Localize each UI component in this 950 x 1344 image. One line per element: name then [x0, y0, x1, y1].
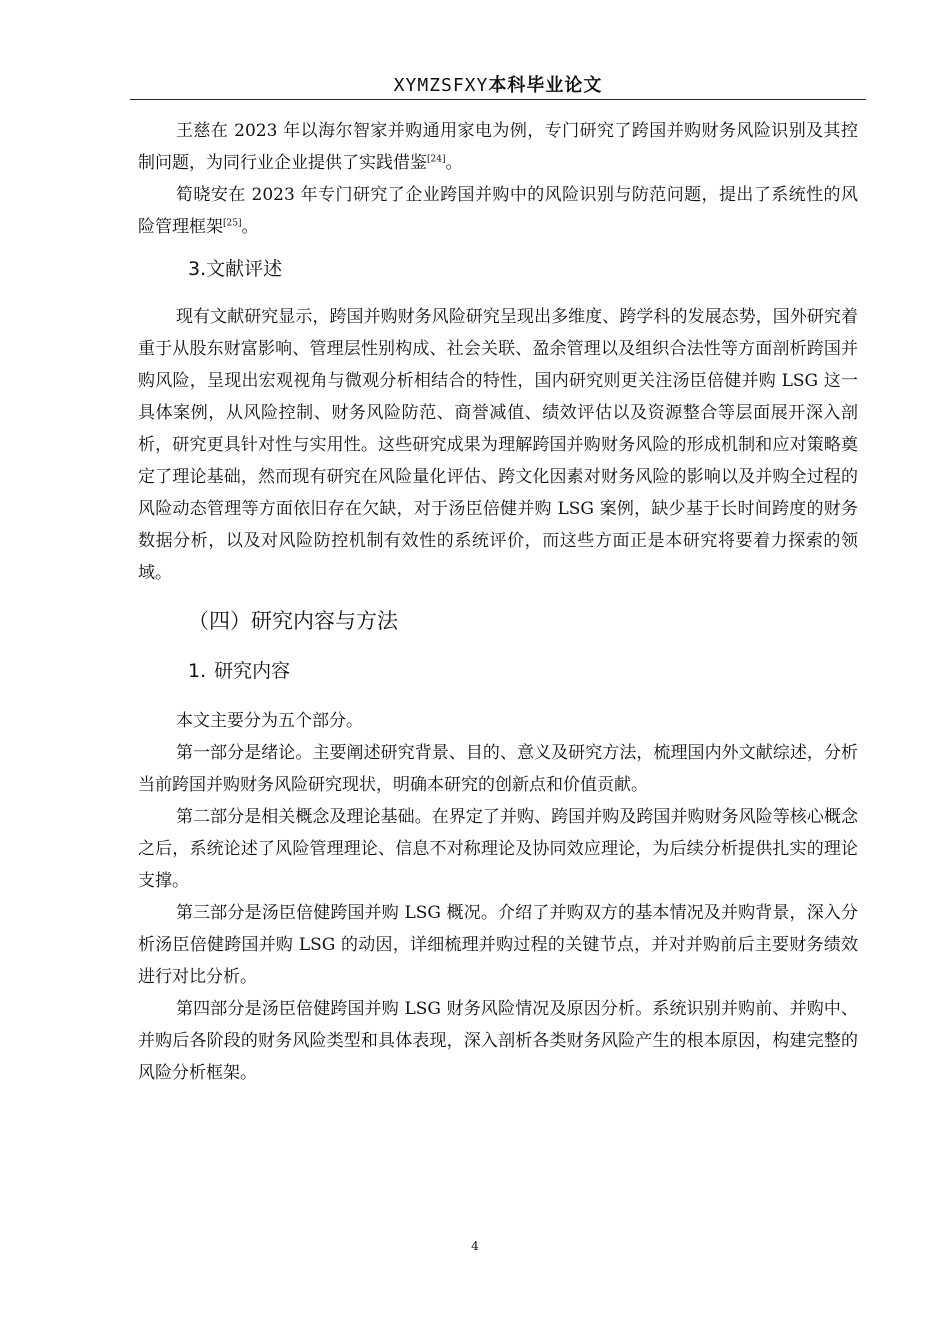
paragraph-overview: 本文主要分为五个部分。	[176, 711, 363, 731]
paragraph-text: 王慈在 2023 年以海尔智家并购通用家电为例，专门研究了跨国并购财务风险识别及其控制问题，为同行业企业提供了实践借鉴	[138, 121, 858, 173]
citation-ref: [24]	[427, 154, 446, 165]
header-thesis-label: 本科毕业论文	[488, 75, 603, 96]
header-school-code: XYMZSFXY	[393, 75, 489, 96]
citation-ref: [25]	[223, 218, 242, 229]
paragraph-part-three: 第三部分是汤臣倍健跨国并购 LSG 概况。介绍了并购双方的基本情况及并购背景，深入分析汤臣倍健跨国并购 LSG 的动因，详细梳理并购过程的关键节点，并对并购前后主要财务绩效进行对比分析。	[138, 903, 858, 987]
heading-literature-review: 3.文献评述	[188, 258, 283, 280]
body-text	[138, 115, 858, 1089]
heading-number: 1.	[188, 660, 207, 682]
heading-research-content	[138, 651, 858, 691]
heading-research-content-methods: （四）研究内容与方法	[188, 609, 398, 633]
header-divider	[130, 99, 866, 100]
paragraph-part-four: 第四部分是汤臣倍健跨国并购 LSG 财务风险情况及原因分析。系统识别并购前、并购中、并购后各阶段的财务风险类型和具体表现，深入剖析各类财务风险产生的根本原因，构建完整的风险分析框架。	[138, 999, 858, 1083]
running-header	[130, 74, 866, 100]
paragraph-wang-ci	[138, 115, 858, 179]
paragraph-xun-xiaoan	[138, 179, 858, 243]
paragraph-part-two: 第二部分是相关概念及理论基础。在界定了并购、跨国并购及跨国并购财务风险等核心概念之后，系统论述了风险管理理论、信息不对称理论及协同效应理论，为后续分析提供扎实的理论支撑。	[138, 807, 858, 891]
paragraph-part-one: 第一部分是绪论。主要阐述研究背景、目的、意义及研究方法，梳理国内外文献综述，分析当前跨国并购财务风险研究现状，明确本研究的创新点和价值贡献。	[138, 743, 858, 795]
page-number: 4	[471, 1239, 479, 1253]
paragraph-tail: 。	[241, 217, 259, 237]
paragraph-tail: 。	[445, 153, 463, 173]
paragraph-literature-review: 现有文献研究显示，跨国并购财务风险研究呈现出多维度、跨学科的发展态势，国外研究着重于从股东财富影响、管理层性别构成、社会关联、盈余管理以及组织合法性等方面剖析跨国并购风险，呈现出宏观视角与微观分析相结合的特性，国内研究则更关注汤臣倍健并购 LSG 这一具体案例，从风险控制、财务风险防范、商誉减值、绩效评估以及资源整合等层面展开深入剖析，研究更具针对性与实用性。这些研究成果为理解跨国并购财务风险的形成机制和应对策略奠定了理论基础，然而现有研究在风险量化评估、跨文化因素对财务风险的影响以及并购全过程的风险动态管理等方面依旧存在欠缺，对于汤臣倍健并购 LSG 案例，缺少基于长时间跨度的财务数据分析，以及对风险防控机制有效性的系统评价，而这些方面正是本研究将要着力探索的领域。	[138, 307, 858, 583]
paragraph-text: 筍晓安在 2023 年专门研究了企业跨国并购中的风险识别与防范问题，提出了系统性的风险管理框架	[138, 185, 858, 237]
heading-text: 研究内容	[214, 660, 291, 682]
